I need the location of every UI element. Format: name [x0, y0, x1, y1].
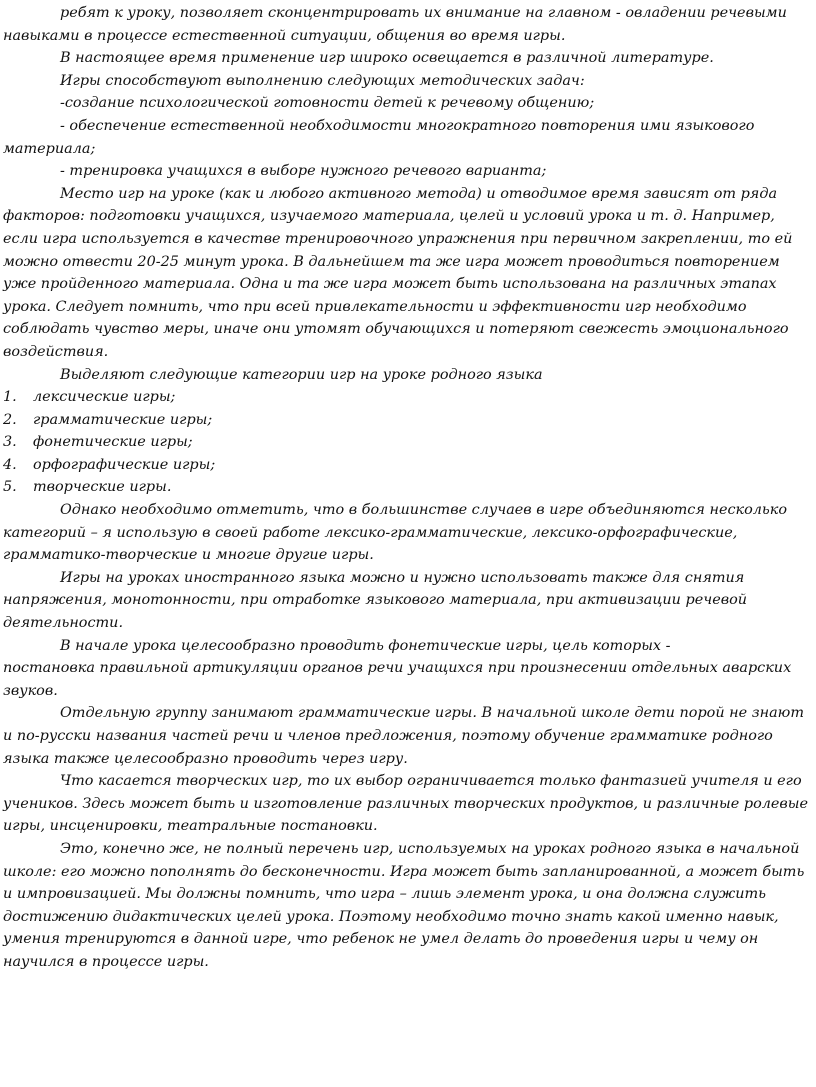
list-item-number: 1.	[3, 389, 17, 406]
list-item-number: 3.	[3, 434, 17, 451]
list-item-text: орфографические игры;	[33, 456, 216, 473]
paragraph-place-of-games: Место игр на уроке (как и любого активного метода) и отводимое время зависят от ряда факторов: подготовки учащихся, изучаемого материала, целей и условий урока и т. д. Например, если игра используется в качестве тренировочного упражнения при первичном закреплении, то ей можно отвести 20-25 минут урока. В дальнейшем та же игра может проводиться повторением уже пройденного материала. Одна и та же игра может быть использована на различных этапах урока. Следует помнить, что при всей привлекательности и эффективности игр необходимо соблюдать чувство меры, иначе они утомят обучающихся и потеряют свежесть эмоционального воздействия.	[3, 185, 793, 360]
paragraph-phonetic-games-continued: постановка правильной артикуляции органов речи учащихся при произнесении отдельных аварских звуков.	[3, 660, 792, 699]
categories-list	[3, 386, 813, 499]
list-item-text: фонетические игры;	[33, 434, 193, 451]
paragraph-conclusion: Это, конечно же, не полный перечень игр, используемых на уроках родного языка в начальной школе: его можно пополнять до бесконечности. Игра может быть запланированной, а может быть и импровизацией. Мы должны помнить, что игра – лишь элемент урока, и она должна служить достижению дидактических целей урока. Поэтому необходимо точно знать какой именно навык, умения тренируются в данной игре, что ребенок не умел делать до проведения игры и чему он научился в процессе игры.	[3, 840, 805, 970]
list-item-text: лексические игры;	[33, 389, 176, 406]
list-item-text: грамматические игры;	[33, 411, 213, 428]
list-item	[3, 476, 813, 499]
list-item-text: творческие игры.	[33, 479, 172, 496]
paragraph-task-3: - тренировка учащихся в выборе нужного речевого варианта;	[60, 163, 547, 180]
paragraph-phonetic-games: В начале урока целесообразно проводить фонетические игры, цель которых -	[60, 637, 671, 654]
list-item	[3, 454, 813, 477]
list-item-number: 2.	[3, 411, 17, 428]
paragraph-task-2: - обеспечение естественной необходимости многократного повторения ими языкового материала;	[3, 117, 755, 157]
list-item	[3, 409, 813, 432]
paragraph-categories-heading: Выделяют следующие категории игр на уроке родного языка	[60, 366, 543, 383]
paragraph-grammar-games: Отдельную группу занимают грамматические игры. В начальной школе дети порой не знают и по-русски названия частей речи и членов предложения, поэтому обучение грамматике родного языка также целесообразно проводить через игру.	[3, 705, 804, 767]
paragraph-foreign-language: Игры на уроках иностранного языка можно и нужно использовать также для снятия напряжения, монотонности, при отработке языкового материала, при активизации речевой деятельности.	[3, 569, 748, 632]
paragraph-task-1: -создание психологической готовности детей к речевому общению;	[60, 95, 595, 112]
paragraph-combined-categories: Однако необходимо отметить, что в большинстве случаев в игре объединяются несколько категорий – я использую в своей работе лексико-грамматические, лексико-орфографические, грамматико-творческие и многие другие игры.	[3, 502, 788, 564]
list-item-number: 4.	[3, 456, 17, 473]
paragraph-intro-continuation: ребят к уроку, позволяет сконцентрировать их внимание на главном - овладении речевыми навыками в процессе естественной ситуации, общения во время игры.	[3, 5, 787, 44]
paragraph-creative-games: Что касается творческих игр, то их выбор ограничивается только фантазией учителя и его учеников. Здесь может быть и изготовление различных творческих продуктов, и различные ролевые игры, инсценировки, театральные постановки.	[3, 773, 809, 835]
list-item-number: 5.	[3, 479, 17, 496]
list-item	[3, 386, 813, 409]
paragraph-literature: В настоящее время применение игр широко освещается в различной литературе.	[60, 50, 714, 67]
list-item	[3, 431, 813, 454]
paragraph-tasks-heading: Игры способствуют выполнению следующих методических задач:	[60, 72, 585, 89]
